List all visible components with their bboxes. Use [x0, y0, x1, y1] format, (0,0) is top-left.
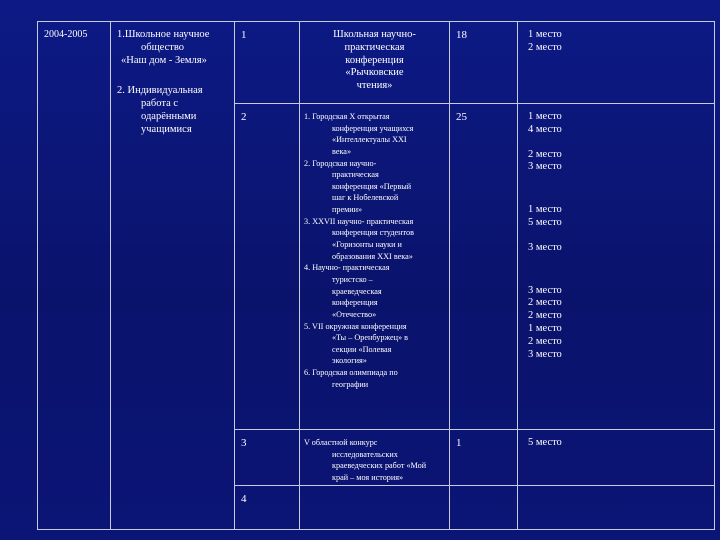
event-line: премии» [332, 205, 363, 215]
event-line: конференция [345, 54, 404, 66]
row-number: 2 [235, 104, 300, 430]
participant-count: 1 [450, 430, 518, 486]
event-line: практическая [332, 170, 379, 180]
event-line: «Интеллектуалы XXI [332, 135, 407, 145]
event-line: чтения» [356, 80, 393, 92]
event-line: географии [332, 379, 369, 389]
place-value: 1 место [528, 204, 562, 216]
event-line: секции «Полевая [332, 344, 392, 354]
event-cell [300, 22, 450, 104]
row-number: 1 [235, 22, 300, 104]
event-line: «Отечество» [332, 309, 377, 319]
participant-count: 18 [450, 22, 518, 104]
subject-line: работа с [141, 98, 179, 110]
place-value: 3 место [528, 348, 562, 360]
event-cell-empty [300, 486, 450, 530]
place-value: 5 место [528, 437, 562, 448]
places-cell [518, 22, 715, 104]
event-line: 5. VII окружная конференция [304, 321, 407, 331]
row-number: 4 [235, 486, 300, 530]
event-cell [300, 104, 450, 430]
subject-line: учащимися [141, 123, 192, 135]
subject-line: одарёнными [141, 110, 197, 122]
event-line: исследовательских [332, 449, 398, 459]
event-line: Школьная научно- [333, 29, 416, 40]
event-line: 1. Городская X открытая [304, 112, 390, 121]
place-value: 2 место [528, 41, 562, 53]
event-line: «Ты – Оренбуржец» в [332, 333, 409, 343]
place-value: 2 место [528, 335, 562, 347]
event-line: 2. Городская научно- [304, 158, 377, 168]
event-line: «Рычковские [345, 67, 404, 79]
place-value: 5 место [528, 216, 562, 228]
event-line: «Горизонты науки и [332, 240, 402, 250]
participant-count: 25 [450, 104, 518, 430]
event-line: туристско – [332, 274, 373, 284]
place-value: 2 место [528, 310, 562, 322]
event-line: краеведческая [332, 286, 382, 296]
event-item [304, 321, 445, 368]
event-line: конференция «Первый [332, 181, 412, 191]
achievements-table [37, 21, 715, 530]
event-line: 3. XXVII научно- практическая [304, 216, 414, 226]
place-value: 2 место [528, 148, 562, 160]
event-line: конференция учащихся [332, 123, 414, 133]
event-line: краеведческих работ «Мой [332, 461, 427, 471]
place-value: 1 место [528, 29, 562, 40]
event-line: экология» [332, 356, 367, 366]
places-cell [518, 104, 715, 430]
event-item [304, 158, 445, 216]
place-value: 4 место [528, 123, 562, 135]
subject-cell [111, 22, 235, 530]
year-cell: 2004-2005 [38, 22, 111, 530]
event-item [304, 262, 445, 320]
place-value: 3 место [528, 161, 562, 173]
place-value: 1 место [528, 111, 562, 122]
count-cell-empty [450, 486, 518, 530]
event-item [304, 216, 445, 263]
event-line: века» [332, 146, 352, 156]
event-line: конференция [332, 298, 378, 308]
event-line: край – моя история» [332, 472, 404, 482]
place-value: 1 место [528, 322, 562, 334]
table-row [38, 22, 715, 104]
row-number: 3 [235, 430, 300, 486]
place-value: 3 место [528, 284, 562, 296]
subject-line: 2. Индивидуальная [117, 85, 203, 97]
event-line: 6. Городская олимпиада по [304, 368, 398, 378]
event-line: шаг к Нобелевской [332, 193, 399, 203]
event-line: практическая [344, 41, 405, 53]
places-cell-empty [518, 486, 715, 530]
event-item [304, 111, 445, 158]
event-line: конференция студентов [332, 228, 414, 238]
event-line: 4. Научно- практическая [304, 263, 390, 273]
event-cell [300, 430, 450, 486]
subject-line: общество [141, 41, 184, 53]
subject-line: «Наш дом - Земля» [121, 54, 207, 66]
event-line: образования XXI века» [332, 251, 413, 261]
place-value: 3 место [528, 241, 562, 253]
place-value: 2 место [528, 297, 562, 309]
event-item [304, 367, 445, 390]
event-line: V областной конкурс [304, 438, 378, 447]
subject-line: 1.Школьное научное [117, 29, 210, 40]
places-cell [518, 430, 715, 486]
